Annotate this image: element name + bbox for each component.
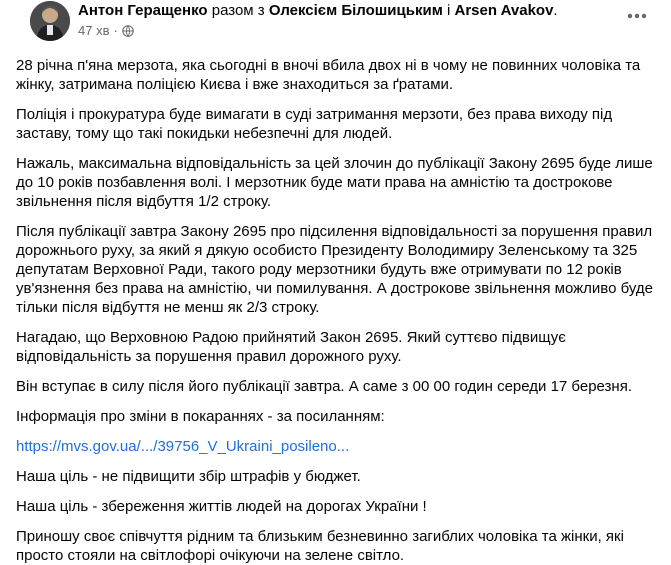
author-name[interactable]: Антон Геращенко [78,2,208,19]
meta-separator: · [113,23,118,38]
post-link[interactable]: https://mvs.gov.ua/.../39756_V_Ukraini_posileno... [16,438,350,455]
post-meta [78,22,134,40]
post-paragraph: Він вступає в силу після його публікації завтра. А саме з 00 00 годин середи 17 березня. [16,378,632,395]
post-paragraph: Інформація про зміни в покараннях - за посиланням: [16,408,385,425]
post-paragraph: Наша ціль - збереження життів людей на дорогах України ! [16,498,427,515]
post-paragraph: Після публікації завтра Закону 2695 про підсилення відповідальності за порушення правил дорожнього руху, за який я дякую особисто Президенту Володимиру Зеленському та 325 депутатам Верховної Ради, такого роду мерзотники будуть вже отримувати по 12 років ув'язнення без права на амністію, чи помилування. А дострокове звільнення можливо буде тільки після відбуття не менш як 2/3 строку. [16,223,653,316]
post-link-paragraph [16,437,657,456]
post-paragraph: Нажаль, максимальна відповідальність за цей злочин до публікації Закону 2695 буде лише до 10 років позбавлення волі. І мерзотник буде мати права на амністію та дострокове звільнення після відбуття 1/2 строку. [16,155,653,210]
with-text: разом з [211,2,265,19]
author-line: Антон Геращенко разом з Олексієм Білошицьким і Arsen Avakov. [78,2,558,19]
post-paragraph: Поліція і прокуратура буде вимагати в суді затримання мерзоти, без права виходу під заставу, тому що такі покидьки небезпечні для людей. [16,106,613,142]
post-paragraph: 28 річна п'яна мерзота, яка сьогодні в вночі вбила двох ні в чому не повинних чоловіка та жінку, затримана поліцією Києва і вже знаходиться за ґратами. [16,57,641,93]
post-timestamp[interactable]: 47 хв [78,23,110,38]
author-avatar[interactable] [30,1,70,41]
more-dots-icon[interactable] [619,2,655,30]
post-header [16,0,657,50]
and-text: і [446,2,451,19]
post-paragraph: Приношу своє співчуття рідним та близьким безневинно загиблих чоловіка та жінки, які просто стояли на світлофорі очікуючи на зелене світло. [16,528,624,564]
post-paragraph: Наша ціль - не підвищити збір штрафів у бюджет. [16,468,361,485]
post-body [16,56,657,565]
tagged-user-1[interactable]: Олексієм Білошицьким [268,2,443,19]
globe-icon[interactable] [122,25,134,37]
tagged-user-2[interactable]: Arsen Avakov [454,2,554,19]
post-paragraph: Нагадаю, що Верховною Радою прийнятий Закон 2695. Який суттєво підвищує відповідальність за порушення правил дорожного руху. [16,329,566,365]
